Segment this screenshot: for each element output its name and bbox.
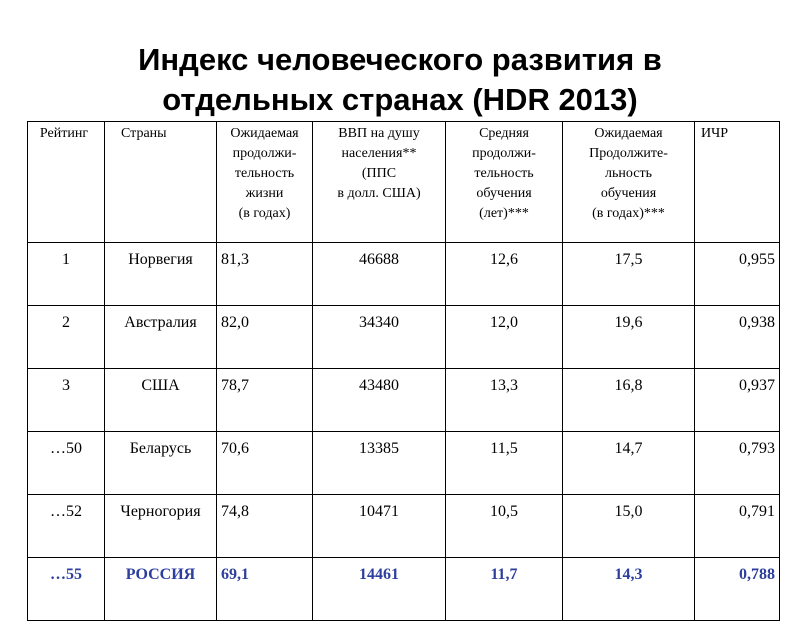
cell-rank: 2 [28, 306, 105, 369]
cell-mean-schooling: 11,7 [446, 558, 563, 621]
cell-hdi: 0,938 [695, 306, 780, 369]
cell-expected-schooling: 17,5 [563, 243, 695, 306]
cell-expected-schooling: 19,6 [563, 306, 695, 369]
cell-mean-schooling: 13,3 [446, 369, 563, 432]
cell-rank: …55 [28, 558, 105, 621]
table-row [28, 369, 780, 432]
header-line: обучения [476, 186, 532, 201]
column-header-mean-schooling [446, 122, 563, 243]
column-header-rank: Рейтинг [28, 122, 105, 243]
cell-rank: 1 [28, 243, 105, 306]
cell-hdi: 0,788 [695, 558, 780, 621]
cell-country: Черногория [105, 495, 217, 558]
cell-expected-schooling: 14,3 [563, 558, 695, 621]
cell-country: Австралия [105, 306, 217, 369]
page-title-line-2: отдельных странах (HDR 2013) [162, 82, 638, 117]
hdi-table [27, 121, 780, 621]
header-line: (ППС [361, 166, 397, 181]
header-line: населения** [341, 146, 417, 161]
cell-country: Норвегия [105, 243, 217, 306]
header-line: в долл. США) [337, 186, 421, 201]
cell-gdp: 43480 [313, 369, 446, 432]
column-header-expected-schooling [563, 122, 695, 243]
table-row [28, 243, 780, 306]
header-line: продолжи- [472, 146, 536, 161]
cell-gdp: 14461 [313, 558, 446, 621]
cell-mean-schooling: 12,0 [446, 306, 563, 369]
header-line: тельность [234, 166, 295, 181]
table-row-highlight [28, 558, 780, 621]
table-row [28, 306, 780, 369]
header-line: Средняя [479, 126, 529, 141]
column-header-country: Страны [105, 122, 217, 243]
cell-gdp: 13385 [313, 432, 446, 495]
page-title [0, 40, 800, 120]
column-header-life-expectancy [217, 122, 313, 243]
column-header-hdi: ИЧР [695, 122, 780, 243]
cell-mean-schooling: 10,5 [446, 495, 563, 558]
cell-rank: 3 [28, 369, 105, 432]
cell-rank: …52 [28, 495, 105, 558]
cell-expected-schooling: 16,8 [563, 369, 695, 432]
header-line: жизни [245, 186, 284, 201]
table-header-row [28, 122, 780, 243]
header-line: (лет)*** [479, 206, 529, 221]
cell-hdi: 0,955 [695, 243, 780, 306]
table-row [28, 432, 780, 495]
cell-gdp: 46688 [313, 243, 446, 306]
cell-gdp: 10471 [313, 495, 446, 558]
cell-rank: …50 [28, 432, 105, 495]
cell-expected-schooling: 14,7 [563, 432, 695, 495]
cell-life-expectancy: 70,6 [217, 432, 313, 495]
cell-country: Беларусь [105, 432, 217, 495]
header-line: ВВП на душу [338, 126, 420, 141]
page-title-line-1: Индекс человеческого развития в [138, 42, 662, 77]
header-line: тельность [474, 166, 534, 181]
cell-life-expectancy: 74,8 [217, 495, 313, 558]
cell-life-expectancy: 81,3 [217, 243, 313, 306]
header-line: продолжи- [232, 146, 297, 161]
header-line: (в годах)*** [592, 206, 665, 221]
cell-hdi: 0,937 [695, 369, 780, 432]
cell-gdp: 34340 [313, 306, 446, 369]
cell-life-expectancy: 78,7 [217, 369, 313, 432]
cell-hdi: 0,791 [695, 495, 780, 558]
cell-mean-schooling: 11,5 [446, 432, 563, 495]
cell-country: США [105, 369, 217, 432]
cell-life-expectancy: 69,1 [217, 558, 313, 621]
header-line: обучения [600, 186, 657, 201]
column-header-gdp [313, 122, 446, 243]
header-line: Ожидаемая [594, 126, 663, 141]
cell-life-expectancy: 82,0 [217, 306, 313, 369]
header-line: Ожидаемая [230, 126, 299, 141]
header-line: (в годах) [238, 206, 291, 221]
cell-mean-schooling: 12,6 [446, 243, 563, 306]
cell-expected-schooling: 15,0 [563, 495, 695, 558]
header-line: льность [605, 166, 652, 181]
header-line: Продолжите- [589, 146, 668, 161]
cell-hdi: 0,793 [695, 432, 780, 495]
cell-country: РОССИЯ [105, 558, 217, 621]
table-row [28, 495, 780, 558]
